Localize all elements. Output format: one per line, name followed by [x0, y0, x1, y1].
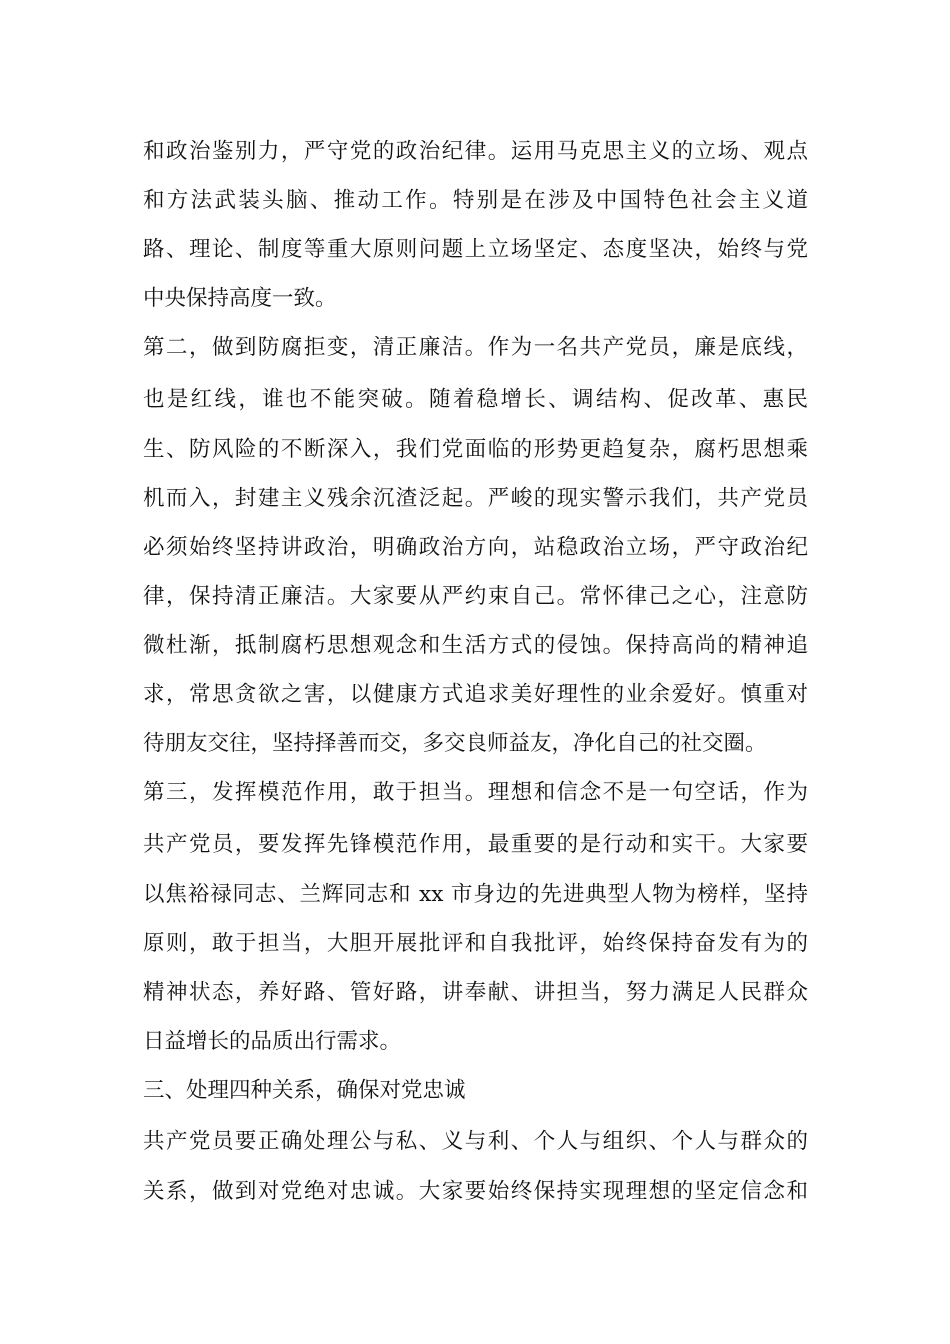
text-line: 求，常思贪欲之害，以健康方式追求美好理性的业余爱好。慎重对	[143, 682, 808, 707]
text-line: 中央保持高度一致。	[143, 286, 337, 311]
text-line: 也是红线，谁也不能突破。随着稳增长、调结构、促改革、惠民	[143, 387, 808, 412]
text-line: 律，保持清正廉洁。大家要从严约束自己。常怀律己之心，注意防	[143, 584, 808, 609]
text-line: 和方法武装头脑、推动工作。特别是在涉及中国特色社会主义道	[143, 188, 808, 213]
text-line: 必须始终坚持讲政治，明确政治方向，站稳政治立场，严守政治纪	[143, 535, 808, 560]
text-line: 待朋友交往，坚持择善而交，多交良师益友，净化自己的社交圈。	[143, 731, 767, 756]
text-line: 共产党员，要发挥先锋模范作用，最重要的是行动和实干。大家要	[143, 832, 808, 857]
text-line: 微杜渐，抵制腐朽思想观念和生活方式的侵蚀。保持高尚的精神追	[143, 633, 808, 658]
text-line: 机而入，封建主义残余沉渣泛起。严峻的现实警示我们，共产党员	[143, 486, 808, 511]
paragraph-heading-line: 第二，做到防腐拒变，清正廉洁。作为一名共产党员，廉是底线，	[143, 335, 808, 360]
text-line: 精神状态，养好路、管好路，讲奉献、讲担当，努力满足人民群众	[143, 980, 808, 1005]
text-line: 共产党员要正确处理公与私、义与利、个人与组织、个人与群众的	[143, 1129, 808, 1154]
paragraph-heading-line: 第三，发挥模范作用，敢于担当。理想和信念不是一句空话，作为	[143, 780, 808, 805]
text-line: 关系，做到对党绝对忠诚。大家要始终保持实现理想的坚定信念和	[143, 1179, 808, 1204]
section-heading: 三、处理四种关系，确保对党忠诚	[143, 1078, 466, 1103]
text-line: 路、理论、制度等重大原则问题上立场坚定、态度坚决，始终与党	[143, 237, 808, 262]
text-line: 生、防风险的不断深入，我们党面临的形势更趋复杂，腐朽思想乘	[143, 437, 808, 462]
text-line: 日益增长的品质出行需求。	[143, 1029, 402, 1054]
text-line: 原则，敢于担当，大胆开展批评和自我批评，始终保持奋发有为的	[143, 931, 808, 956]
text-line: 以焦裕禄同志、兰辉同志和 xx 市身边的先进典型人物为榜样，坚持	[143, 882, 808, 907]
text-line: 和政治鉴别力，严守党的政治纪律。运用马克思主义的立场、观点	[143, 139, 808, 164]
